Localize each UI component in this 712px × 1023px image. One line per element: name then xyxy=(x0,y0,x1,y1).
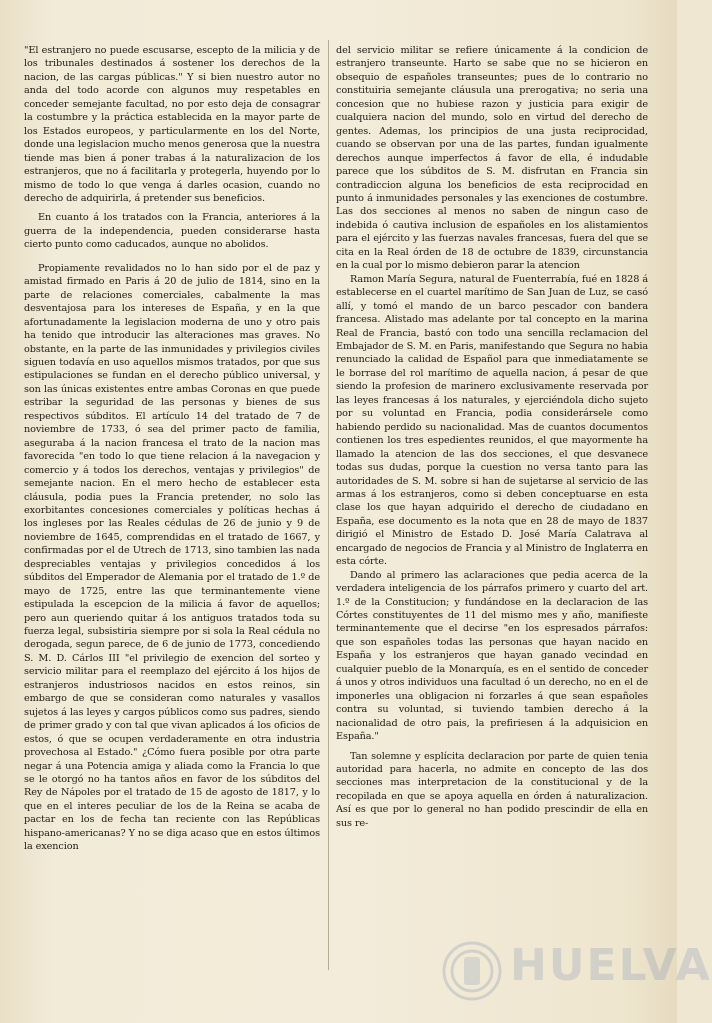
paragraph: del servicio militar se refiere únicamente á la condicion de estranjero transeunte. Harto se sabe que no se hicieron en obsequio de españoles transeuntes; pues de lo contrario no constituiria semejante cláusula una prerogativa; no seria una concesion que no hubiese razon y justicia para exigir de cualquiera nacion del mundo, solo en virtud del derecho de gentes. Ademas, los principios de una justa reciprocidad, cuando se observan por una de las partes, fundan igualmente derechos aunque imperfectos á favor de ella, é indudable parece que los súbditos de S. M. disfrutan en Francia sin contradiccion alguna los beneficios de esta reciprocidad en punto á inmunidades personales y las exenciones de costumbre. Las dos secciones al menos no saben de ningun caso de indebida ó cautiva inclusion de españoles en los alistamientos para el ejército y las fuerzas navales francesas, fuera del que se cita en la Real órden de 18 de octubre de 1839, circunstancia en la cual por lo mismo debieron parar la atencion xyxy=(336,45,648,272)
right-text-column xyxy=(336,44,648,1004)
paragraph: Dando al primero las aclaraciones que pedia acerca de la verdadera inteligencia de los párrafos primero y cuarto del art. 1.º de la Constitucion; y fundándose en la declaracion de las Córtes constituyentes de 11 del mismo mes y año, manifieste terminantemente que el decirse "en los espresados párrafos: que son españoles todas las personas que hayan nacido en España y los estranjeros que hayan ganado vecindad en cualquier pueblo de la Monarquía, es en el sentido de conceder á unos y otros individuos una facultad ó un derecho, no en el de imponerles una obligacion ni forzarles á que sean españoles contra su voluntad, si tuviendo tambien derecho á la nacionalidad de otro pais, la prefiriesen á la adquisicion en España." xyxy=(336,569,648,743)
watermark-text: HUELVA xyxy=(510,940,712,991)
paragraph: "El estranjero no puede escusarse, escepto de la milicia y de los tribunales destinados á sostener los derechos de la nacion, de las cargas públicas." Y si bien nuestro autor no anda del todo acorde con algunos muy respetables en conceder semejante facultad, no por esto deja de consagrar la costumbre y la práctica establecida en la mayor parte de los Estados europeos, y particularmente en los del Norte, donde una legislacion mucho menos generosa que la nuestra tiende mas bien á poner trabas á la naturalizacion de los estranjeros, que no á facilitarla y protegerla, huyendo por lo mismo de todo lo que venga á darles ocasion, cuando no derecho de adquirirla, á pretender sus beneficios. xyxy=(24,45,320,204)
paragraph: En cuanto á los tratados con la Francia, anteriores á la guerra de la independencia, pueden considerarse hasta cierto punto como caducados, aunque no abolidos. xyxy=(24,212,320,251)
left-text-column xyxy=(24,44,320,1004)
column-divider xyxy=(328,40,329,970)
paragraph: Ramon María Segura, natural de Fuenterrabía, fué en 1828 á establecerse en el cuartel marítimo de San Juan de Luz, se casó allí, y tomó el mando de un barco pescador con bandera francesa. Alistado mas adelante por tal concepto en la marina Real de Francia, bastó con todo una sencilla reclamacion del Embajador de S. M. en Paris, manifestando que Segura no habia renunciado la calidad de Español para que inmediatamente se le borrase del rol marítimo de aquella nacion, á pesar de que siendo la profesion de marinero exclusivamente reservada por las leyes francesas á los naturales, y ejerciéndola dicho sujeto por su voluntad en Francia, podia considerársele como habiendo perdido su nacionalidad. Mas de cuantos documentos contienen los tres espedientes reunidos, el que mayormente ha llamado la atencion de las dos secciones, el que desvanece todas sus dudas, porque la cuestion no versa tanto para las autoridades de S. M. sobre si han de sujetarse al servicio de las armas á los estranjeros, como si deben conceptuarse en esta clase los que hayan adquirido el derecho de ciudadano en España, ese documento es la nota que en 28 de mayo de 1837 dirigió el Ministro de Estado D. José María Calatrava al encargado de negocios de Francia y al Ministro de Inglaterra en esta córte. xyxy=(336,273,648,568)
paragraph: Tan solemne y esplícita declaracion por parte de quien tenia autoridad para hacerla, no admite en concepto de las dos secciones mas interpretacion de la constitucional y de la recopilada en que se apoya aquella en órden á naturalizacion. Así es que por lo general no han podido prescindir de ella en sus re- xyxy=(336,750,648,829)
paragraph: Propiamente revalidados no lo han sido por el de paz y amistad firmado en Paris á 20 de julio de 1814, sino en la parte de relaciones comerciales, cabalmente la mas desventajosa para los intereses de España, y en la que afortunadamente la legislacion moderna de uno y otro pais ha tenido que introducir las alteraciones mas graves. No obstante, en la parte de las inmunidades y privilegios civiles siguen todavía en uso aquellos mismos tratados, por que sus estipulaciones se fundan en el derecho público universal, y son las únicas existentes entre ambas Coronas en que puede estribar la seguridad de las personas y bienes de sus respectivos súbditos. El artículo 14 del tratado de 7 de noviembre de 1733, ó sea del primer pacto de familia, aseguraba á la nacion francesa el trato de la nacion mas favorecida "en todo lo que tiene relacion á la navegacion y comercio y á todos los derechos, ventajas y privilegios" de semejante nacion. En el mero hecho de establecer esta cláusula, podia pues la Francia pretender, no solo las exorbitantes concesiones comerciales y políticas hechas á los ingleses por las Reales cédulas de 26 de junio y 9 de noviembre de 1645, comprendidas en el tratado de 1667, y confirmadas por el de Utrech de 1713, sino tambien las nada despreciables ventajas y privilegios concedidos á los súbditos del Emperador de Alemania por el tratado de 1.º de mayo de 1725, entre las que terminantemente viene estipulada la escepcion de la milicia á favor de aquellos; pero aun queriendo quitar á los antiguos tratados toda su fuerza legal, subsistiria siempre por si sola la Real cédula no derogada, segun parece, de 6 de junio de 1773, concediendo S. M. D. Cárlos III "el privilegio de exencion del sorteo y servicio militar para el reemplazo del ejército á los hijos de estranjeros industriosos nacidos en estos reinos, sin embargo de que se consideran como naturales y vasallos sujetos á las leyes y cargos públicos como sus padres, siendo de primer grado y con tal que vivan aplicados á los oficios de estos, ó que se ocupen verdaderamente en otra industria provechosa al Estado." ¿Cómo fuera posible por otra parte negar á una Potencia amiga y aliada como la Francia lo que se le otorgó no ha tantos años en favor de los súbditos del Rey de Nápoles por el tratado de 15 de agosto de 1817, y lo que en el interes peculiar de los de la Reina se acaba de pactar en los de fecha tan reciente con las Repúblicas hispano-americanas? Y no se diga acaso que en estos últimos la exencion xyxy=(24,262,320,853)
